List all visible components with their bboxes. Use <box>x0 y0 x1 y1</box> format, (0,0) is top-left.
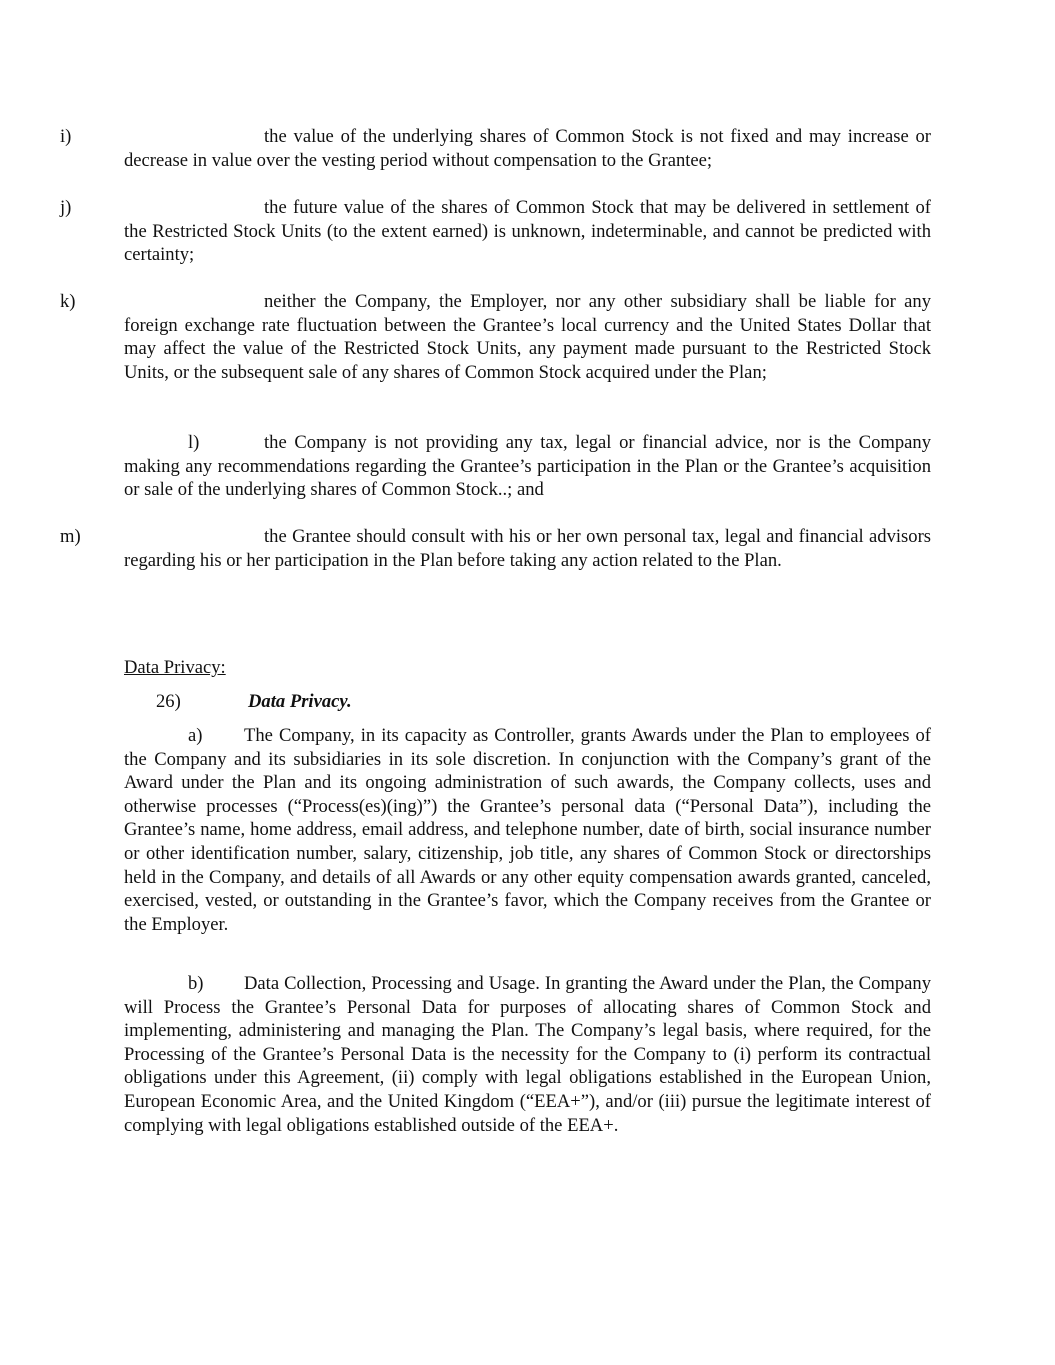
list-item-j-text: the future value of the shares of Common Stock that may be delivered in settlement of the Restricted Stock Units (to the extent earned) is unknown, indeterminable, and cannot be predicted with certainty; <box>124 197 931 266</box>
list-item-l-text: the Company is not providing any tax, legal or financial advice, nor is the Company making any recommendations regarding the Grantee’s participation in the Plan or the Grantee’s acquisition or sale of the underlying shares of Common Stock..; and <box>124 432 931 501</box>
list-marker-k: k) <box>60 291 76 312</box>
paragraph-b-label: b) <box>188 973 204 994</box>
list-item-m-text: the Grantee should consult with his or her own personal tax, legal and financial advisors regarding his or her participation in the Plan before taking any action related to the Plan. <box>124 526 931 571</box>
list-marker-l: l) <box>188 432 200 453</box>
paragraph-a-label: a) <box>188 725 203 746</box>
data-privacy-paragraph-a <box>124 724 931 936</box>
list-marker-m: m) <box>60 526 81 547</box>
list-marker-i: i) <box>60 126 72 147</box>
list-marker-j: j) <box>60 197 72 218</box>
data-privacy-paragraph-b <box>124 972 931 1137</box>
data-privacy-heading: Data Privacy: <box>124 657 226 678</box>
section-title: Data Privacy. <box>248 691 352 712</box>
paragraph-a-text: The Company, in its capacity as Controller, grants Awards under the Plan to employees of the Company and its subsidiaries in its sole discretion. In conjunction with the Company’s grant of the Award under the Plan and its ongoing administration of such awards, the Company collects, uses and otherwise processes (“Process(es)(ing)”) the Grantee’s personal data (“Personal Data”), including the Grantee’s name, home address, email address, and telephone number, date of birth, social insurance number or other identification number, salary, citizenship, job title, any shares of Common Stock or directorships held in the Company, and details of all Awards or any other equity compensation awards granted, canceled, exercised, vested, or outstanding in the Grantee’s favor, which the Company receives from the Grantee or the Employer. <box>124 725 931 935</box>
list-item-l <box>124 431 931 502</box>
list-item-k-text: neither the Company, the Employer, nor any other subsidiary shall be liable for any foreign exchange rate fluctuation between the Grantee’s local currency and the United States Dollar that may affect the value of the Restricted Stock Units, any payment made pursuant to the Restricted Stock Units, or the subsequent sale of any shares of Common Stock acquired under the Plan; <box>124 291 931 383</box>
section-number: 26) <box>156 691 181 712</box>
list-item-i-text: the value of the underlying shares of Common Stock is not fixed and may increase or decrease in value over the vesting period without compensation to the Grantee; <box>124 126 931 171</box>
paragraph-b-text: Data Collection, Processing and Usage. In granting the Award under the Plan, the Company will Process the Grantee’s Personal Data for purposes of allocating shares of Common Stock and implementing, administering and managing the Plan. The Company’s legal basis, where required, for the Processing of the Grantee’s Personal Data is the necessity for the Company to (i) perform its contractual obligations under this Agreement, (ii) comply with legal obligations established in the European Union, European Economic Area, and the United Kingdom (“EEA+”), and/or (iii) pursue the legitimate interest of complying with legal obligations established outside of the EEA+. <box>124 973 931 1136</box>
